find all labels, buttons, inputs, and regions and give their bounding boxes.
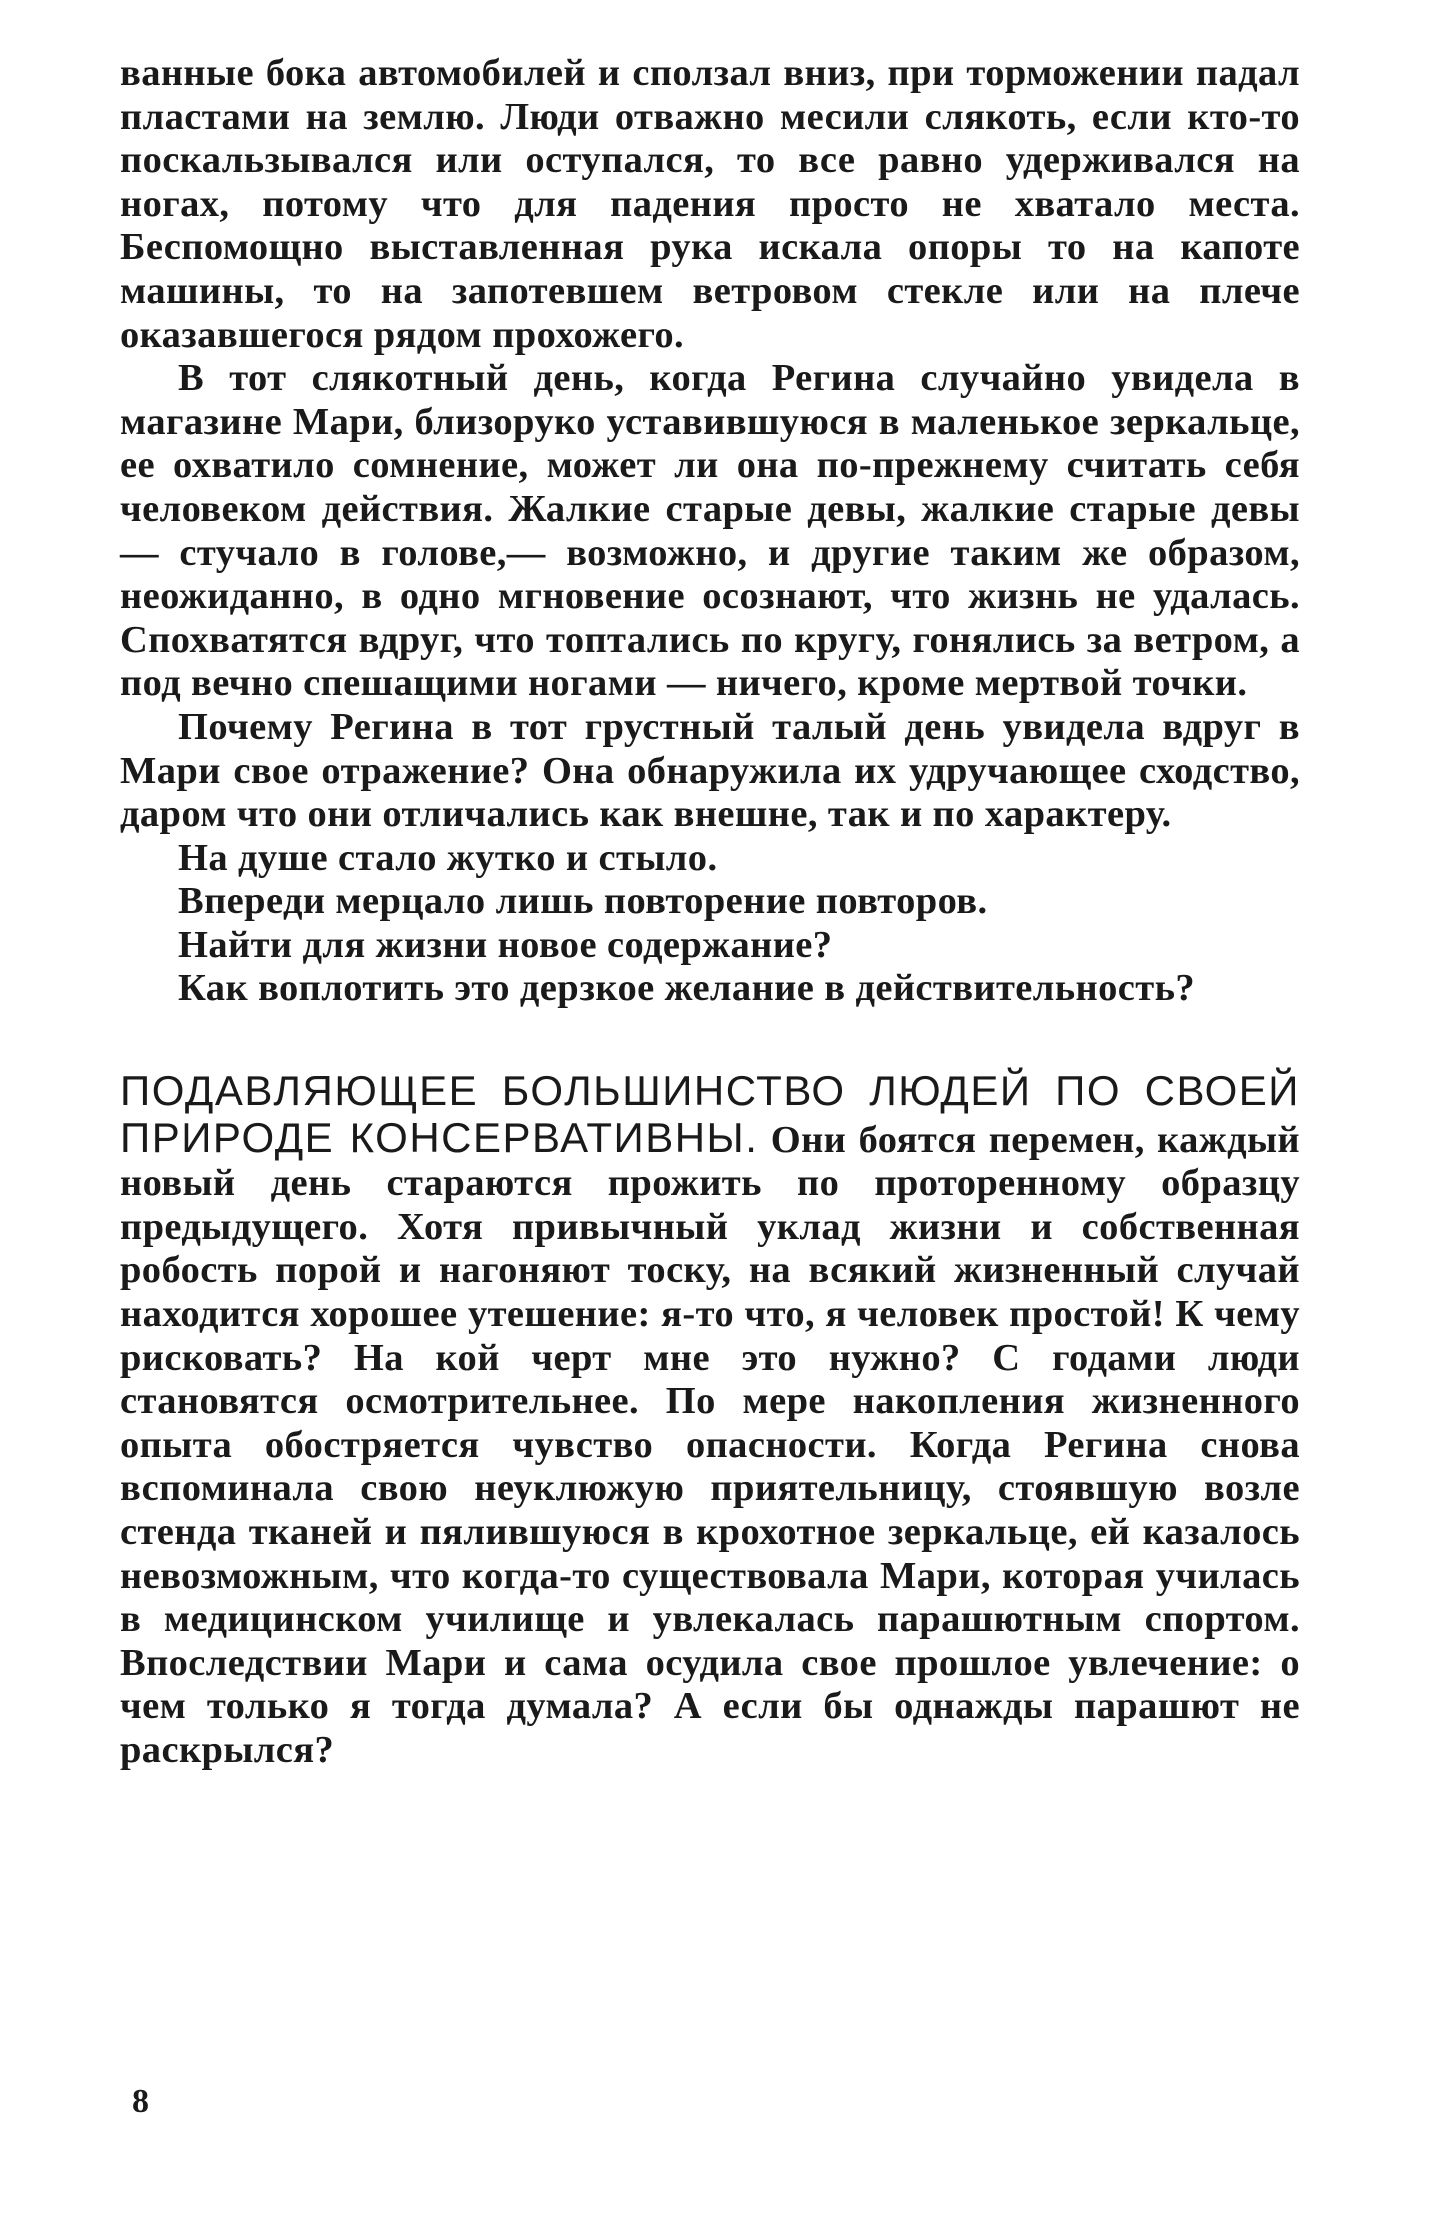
paragraph-8-text: Они боятся перемен, каждый новый день стараются прожить по проторенному образцу предыдущего. Хотя привычный уклад жизни и собственная робость порой и нагоняют тоску, на всякий жизненный случай находится хорошее утешение: я-то что, я человек простой! К чему рисковать? На кой черт мне это нужно? С годами люди становятся осмотрительнее. По мере накопления жизненного опыта обостряется чувство опасности. Когда Регина снова вспоминала свою неуклюжую приятельницу, стоявшую возле стенда тканей и пялившуюся в крохотное зеркальце, ей казалось невозможным, что когда-то существовала Мари, которая училась в медицинском училище и увлекалась парашютным спортом. Впоследствии Мари и сама осудила свое прошлое увлечение: о чем только я тогда думала? А если бы однажды парашют не раскрылся?: [120, 1118, 1301, 1771]
paragraph-3: Почему Регина в тот грустный талый день увидела вдруг в Мари свое отражение? Она обнаружила их удручающее сходство, даром что они отличались как внешне, так и по характеру.: [120, 705, 1300, 836]
section-lead-caps: ПОДАВЛЯЮЩЕЕ БОЛЬШИНСТВО ЛЮДЕЙ ПО СВОЕЙ ПРИРОДЕ КОНСЕРВАТИВНЫ.: [120, 1067, 1300, 1161]
paragraph-7: Как воплотить это дерзкое желание в действительность?: [178, 967, 1195, 1010]
paragraph-2: В тот слякотный день, когда Регина случайно увидела в магазине Мари, близоруко уставившуюся в маленькое зеркальце, ее охватило сомнение, может ли она по-прежнему считать себя человеком действия. Жалкие старые девы, жалкие старые девы — стучало в голове,— возможно, и другие таким же образом, неожиданно, в одно мгновение осознают, что жизнь не удалась. Спохватятся вдруг, что топтались по кругу, гонялись за ветром, а под вечно спешащими ногами — ничего, кроме мертвой точки.: [120, 357, 1300, 705]
paragraph-5: Впереди мерцало лишь повторение повторов.: [178, 880, 988, 923]
paragraph-8: [120, 1069, 1300, 1773]
page-body: [120, 52, 1300, 1773]
page-number: 8: [132, 2083, 149, 2120]
section-spacer: [120, 1011, 1300, 1069]
paragraph-4: На душе стало жутко и стыло.: [178, 836, 718, 879]
paragraph-1: ванные бока автомобилей и сползал вниз, при торможении падал пластами на землю. Люди отважно месили слякоть, если кто-то поскальзывался или оступался, то все равно удерживался на ногах, потому что для падения просто не хватало места. Беспомощно выставленная рука искала опоры то на капоте машины, то на запотевшем ветровом стекле или на плече оказавшегося рядом прохожего.: [120, 52, 1300, 356]
paragraph-6: Найти для жизни новое содержание?: [178, 923, 833, 966]
